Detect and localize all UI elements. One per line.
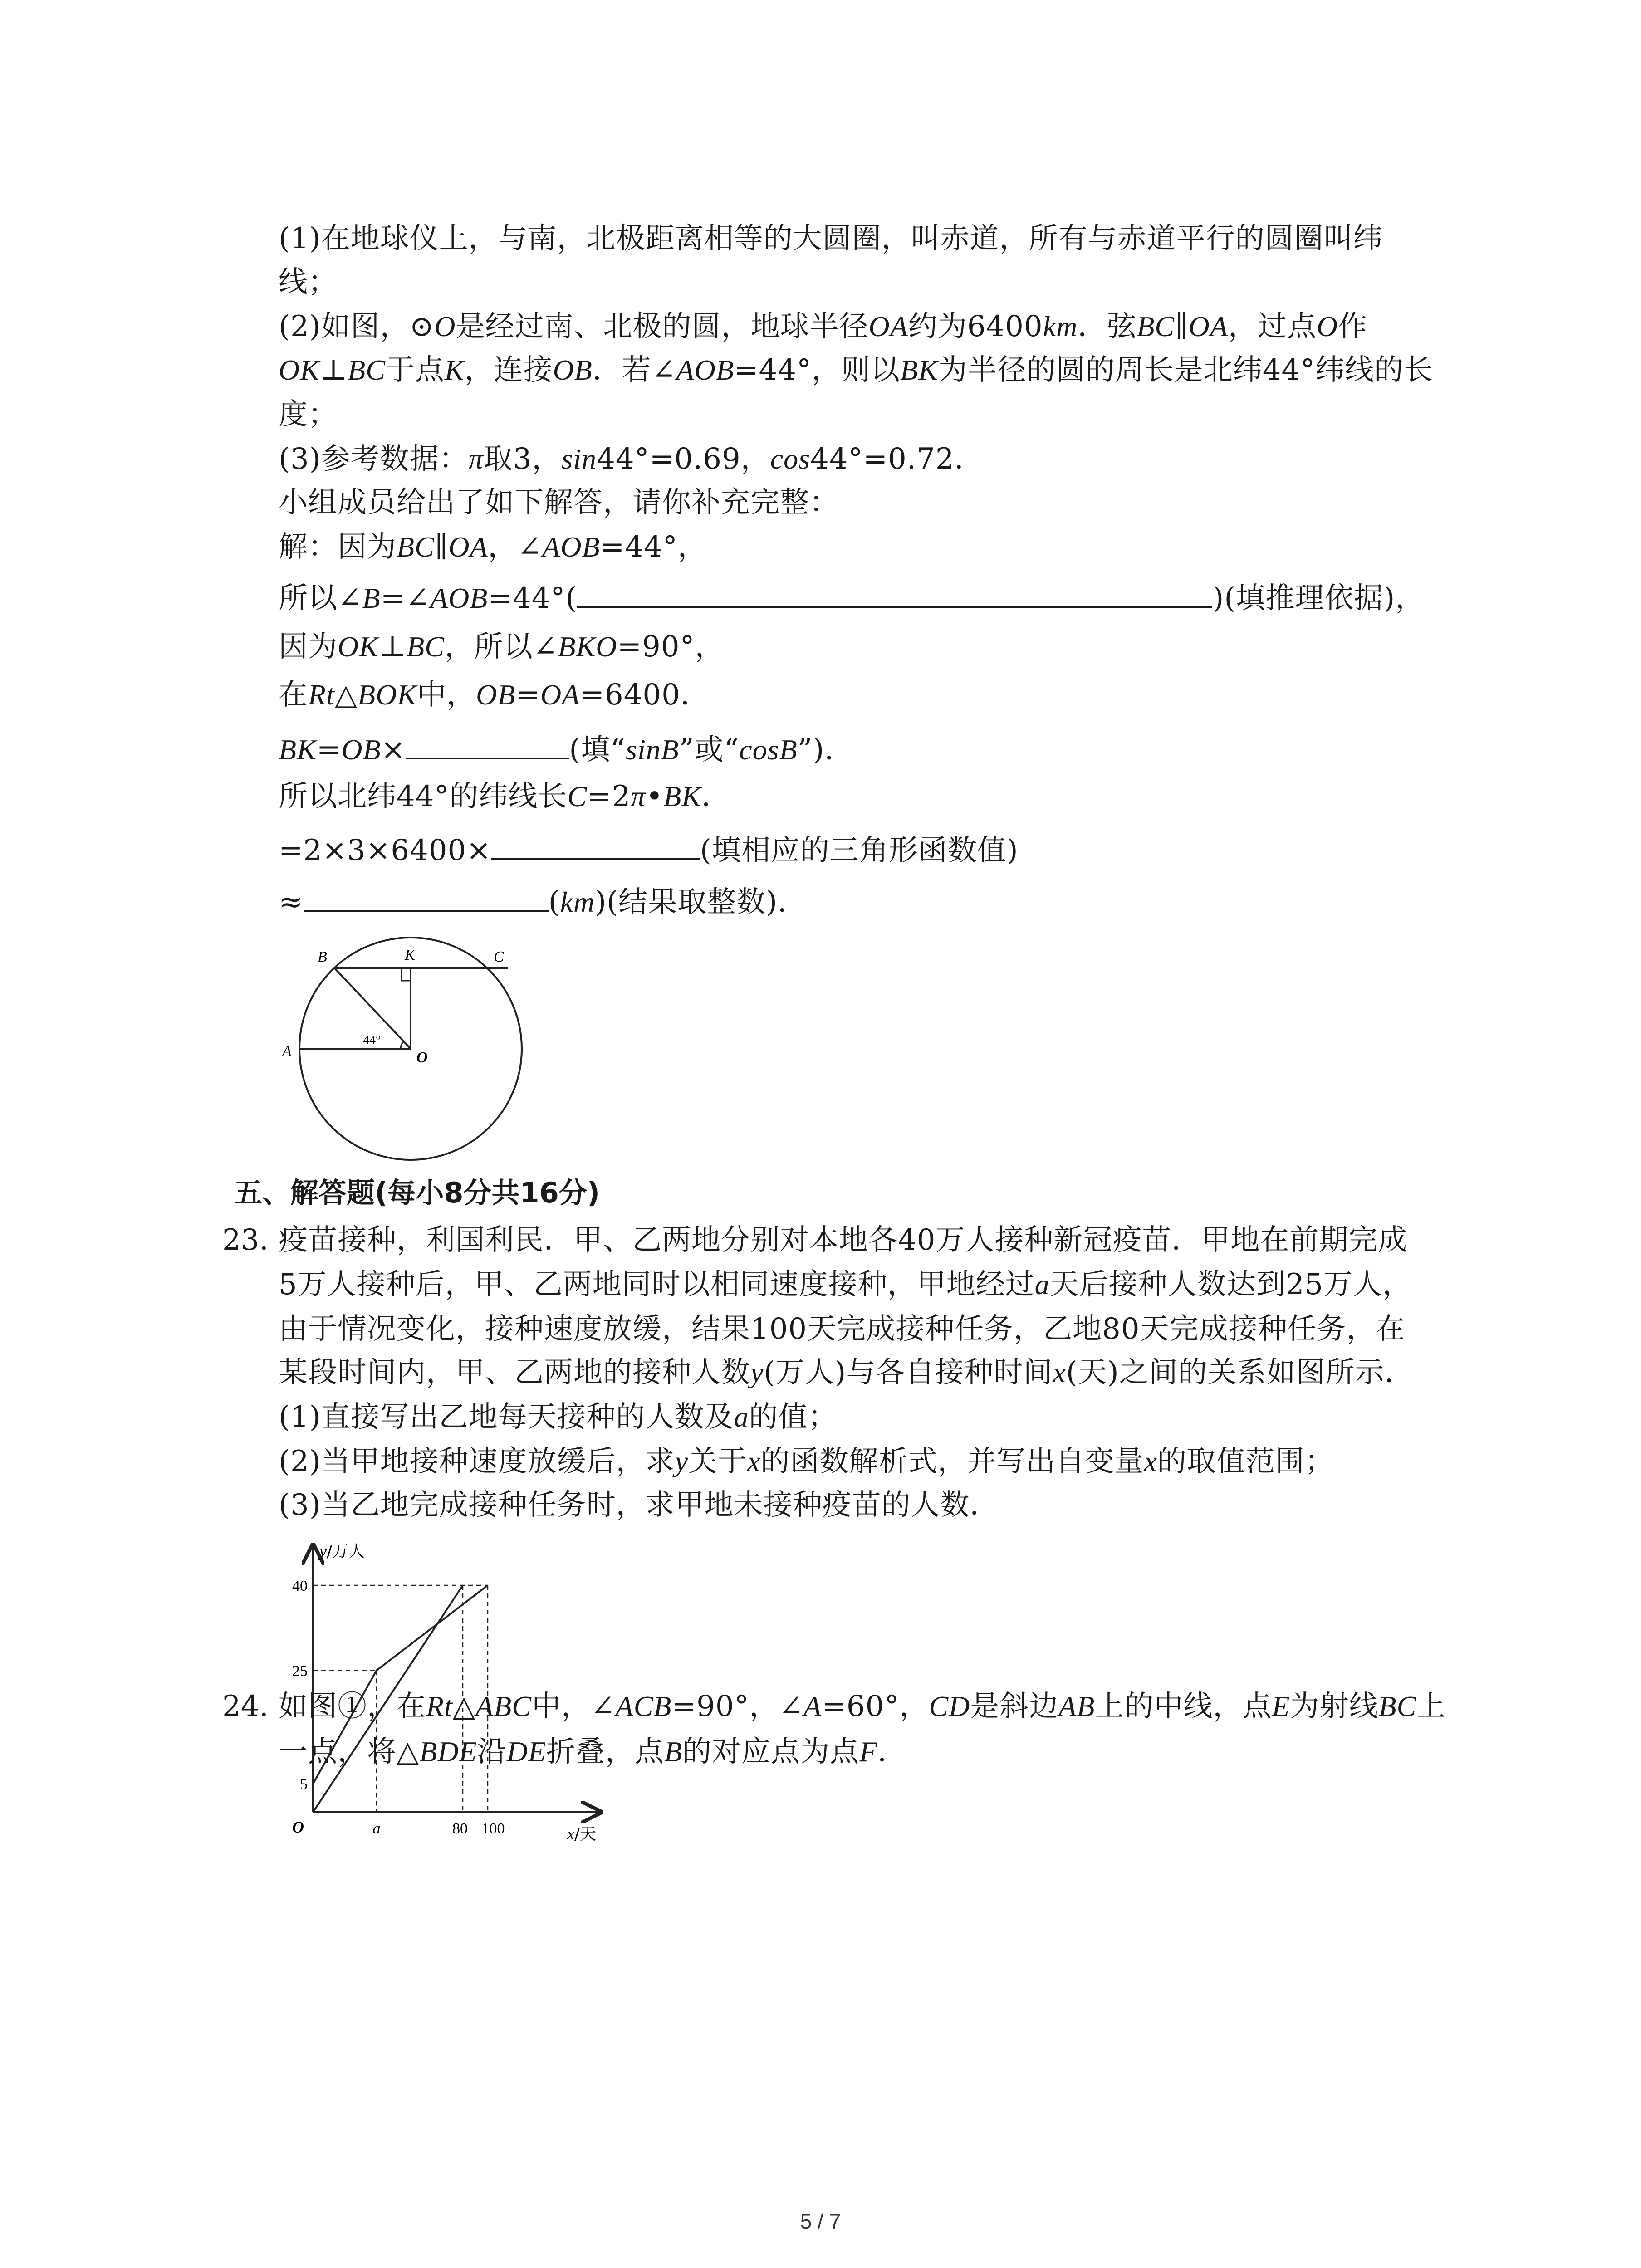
y-tick-40: 40 (292, 1578, 308, 1594)
q22-line-4: OK⊥BC于点K，连接OB．若∠AOB=44°，则以BK为半径的圆的周长是北纬44°纬线的长 (279, 353, 1434, 387)
q22-line-5: 度； (279, 398, 338, 431)
right-angle-mark (402, 968, 411, 981)
x-tick-a: a (372, 1820, 381, 1837)
q23-line-6: (2)当甲地接种速度放缓后，求y关于x的函数解析式，并写出自变量x的取值范围； (279, 1445, 1334, 1478)
label-c: C (494, 948, 504, 965)
y-axis-label: y/万人 (319, 1542, 365, 1561)
q23-line-1: 疫苗接种，利国利民．甲、乙两地分别对本地各40万人接种新冠疫苗．甲地在前期完成 (279, 1223, 1408, 1257)
label-angle: 44° (363, 1033, 381, 1047)
q22-line-11: 在Rt△BOK中，OB=OA=6400． (279, 678, 710, 712)
q22-line-14: =2×3×6400× (填相应的三角形函数值) (279, 830, 1019, 869)
circle-figure (272, 930, 544, 1170)
q22-line-7: 小组成员给出了如下解答，请你补充完整： (279, 486, 839, 519)
q24-line-2: 一点，将△BDE沿DE折叠，点B的对应点为点F． (279, 1735, 907, 1769)
q23-line-5: (1)直接写出乙地每天接种的人数及a的值； (279, 1400, 838, 1434)
q22-line-8: 解：因为BC∥OA，∠AOB=44°， (279, 530, 707, 564)
section-5-heading: 五、解答题(每小8分共16分) (234, 1176, 600, 1209)
q22-line-9: 所以∠B=∠AOB=44°( )(填推理依据)， (279, 578, 1425, 616)
q22-line-12: BK=OB× (填“sinB”或“cosB”)． (279, 729, 854, 768)
answer-blank-trig[interactable] (406, 729, 569, 759)
q22-line-2: 线； (279, 265, 338, 299)
q22-line-6: (3)参考数据：π取3，sin44°=0.69，cos44°=0.72． (279, 442, 984, 476)
q23-line-7: (3)当乙地完成接种任务时，求甲地未接种疫苗的人数． (279, 1488, 999, 1522)
q23-line-3: 由于情况变化，接种速度放缓，结果100天完成接种任务，乙地80天完成接种任务，在 (279, 1312, 1406, 1346)
y-tick-25: 25 (292, 1662, 308, 1680)
x-tick-80: 80 (452, 1820, 468, 1837)
label-k: K (405, 947, 415, 963)
q22-line-1: (1)在地球仪上，与南，北极距离相等的大圆圈，叫赤道，所有与赤道平行的圆圈叫纬 (279, 222, 1383, 255)
q22-line-3: (2)如图，⊙O是经过南、北极的圆，地球半径OA约为6400km．弦BC∥OA，过点O作 (279, 310, 1368, 343)
q23-line-2: 5万人接种后，甲、乙两地同时以相同速度接种，甲地经过a天后接种人数达到25万人， (279, 1268, 1412, 1301)
q24-number: 24. (222, 1690, 269, 1723)
answer-blank-reason[interactable] (577, 578, 1212, 608)
q22-line-10: 因为OK⊥BC，所以∠BKO=90°， (279, 630, 725, 664)
q22-line-15: ≈ (km)(结果取整数)． (279, 882, 807, 920)
page-number: 5 / 7 (800, 2209, 841, 2233)
y-tick-5: 5 (300, 1776, 308, 1793)
q23-number: 23. (222, 1223, 269, 1257)
q22-line-13: 所以北纬44°的纬线长C=2π•BK． (279, 780, 731, 813)
x-axis-label: x/天 (567, 1825, 597, 1843)
q23-line-4: 某段时间内，甲、乙两地的接种人数y(万人)与各自接种时间x(天)之间的关系如图所示． (279, 1356, 1414, 1389)
angle-arc (401, 1041, 404, 1049)
origin-label: O (292, 1818, 304, 1836)
answer-blank-value[interactable] (491, 830, 700, 860)
label-o: O (416, 1049, 428, 1066)
answer-blank-result[interactable] (304, 882, 549, 912)
label-b: B (318, 948, 327, 965)
label-a: A (282, 1043, 292, 1060)
x-tick-100: 100 (481, 1820, 505, 1837)
q24-line-1: 如图①，在Rt△ABC中，∠ACB=90°，∠A=60°，CD是斜边AB上的中线，点E为射线BC上 (279, 1690, 1446, 1723)
